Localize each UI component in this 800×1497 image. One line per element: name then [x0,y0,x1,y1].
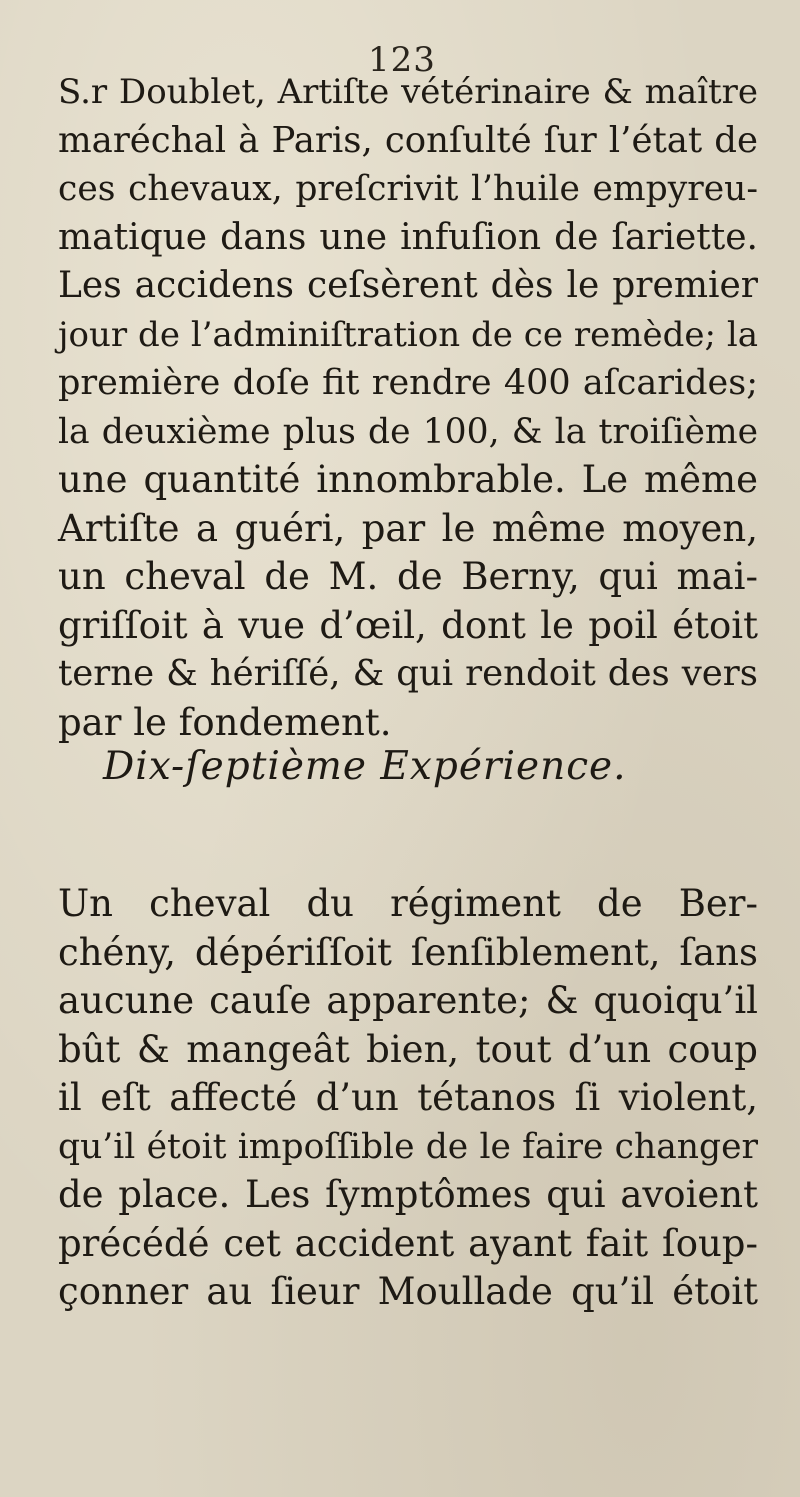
text-line: bût & mangeât bien, tout d’un coup [58,1027,758,1071]
text-line: de place. Les ſymptômes qui avoient [58,1173,758,1216]
paragraph-2 [58,880,758,1317]
text-line: un cheval de M. de Berny, qui mai- [58,555,758,598]
paragraph-1 [58,68,758,747]
text-line: S.r Doublet, Artiſte vétérinaire & maître [58,72,758,112]
text-line: la deuxième plus de 100, & la troiſième [58,411,758,452]
text-line: précédé cet accident ayant fait ſoup- [58,1221,758,1265]
text-line: çonner au ſieur Moullade qu’il étoit [58,1270,758,1313]
text-line: il eſt affecté d’un tétanos ſi violent, [58,1076,758,1119]
text-line: aucune cauſe apparente; & quoiqu’il [58,979,758,1022]
text-line: Un cheval du régiment de Ber- [58,882,758,925]
text-line: griſſoit à vue d’œil, dont le poil étoit [58,603,758,647]
text-line: terne & hériſſé, & qui rendoit des vers [58,653,758,694]
text-line: qu’il étoit impoſſible de le faire changer [58,1126,758,1167]
section-heading: Dix-ſeptième Expérience. [103,744,627,789]
text-line: matique dans une infuſion de ſariette. [58,216,758,258]
text-line: par le fondement. [58,700,392,744]
text-line: une quantité innombrable. Le même [58,458,758,501]
text-line: Les accidens ceſsèrent dès le premier [58,265,758,306]
text-line: Artiſte a guéri, par le même moyen, [58,506,758,550]
text-line: jour de l’adminiſtration de ce remède; la [58,314,758,355]
text-line: ces chevaux, preſcrivit l’huile empyreu- [58,169,758,209]
text-line: maréchal à Paris, conſulté ſur l’état de [58,119,758,161]
text-line: chény, dépériſſoit ſenſiblement, ſans [58,930,758,974]
page-number: 123 [368,40,436,80]
text-line: première doſe fit rendre 400 aſcarides; [58,363,758,403]
